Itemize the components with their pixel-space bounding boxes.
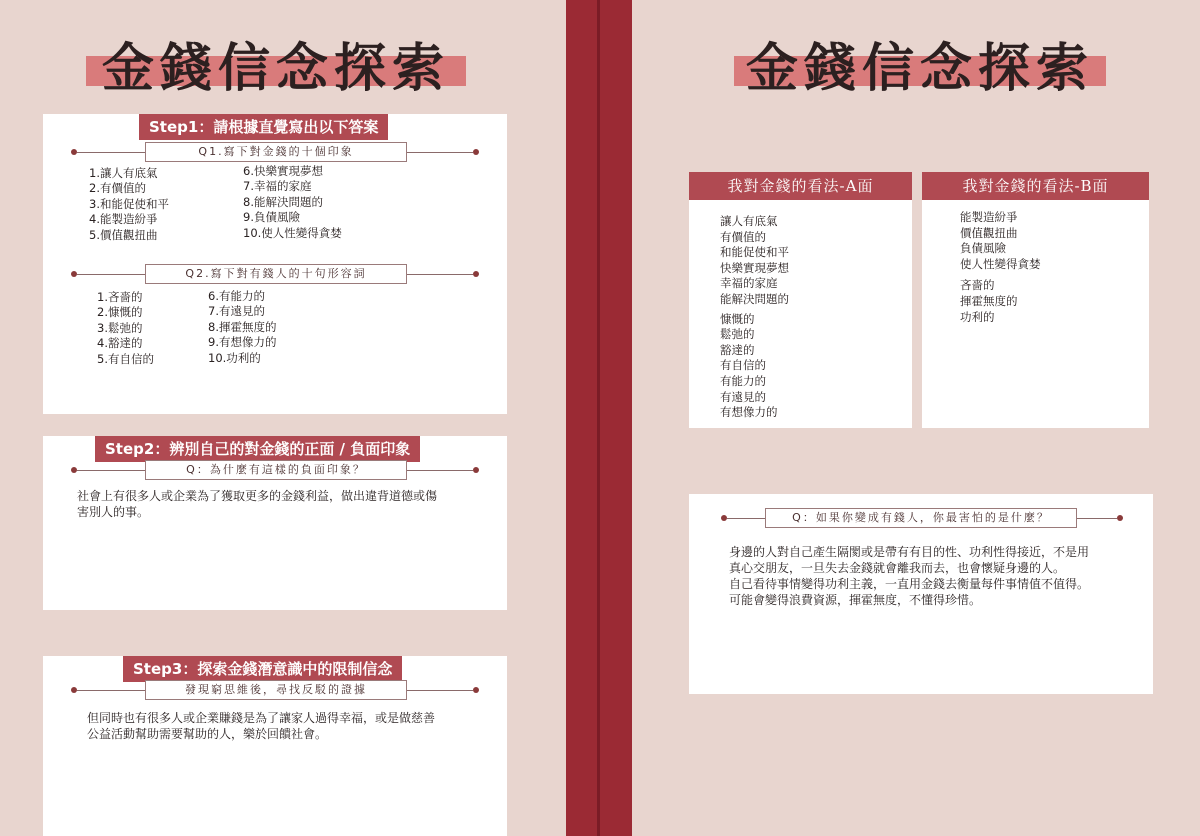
q1-list-col1 <box>89 166 169 243</box>
q1-question: Q1.寫下對金錢的十個印象 <box>145 142 407 162</box>
fear-card <box>689 494 1153 694</box>
list-item: 有想像力的 <box>720 405 778 420</box>
list-item: 有價值的 <box>720 229 766 244</box>
answer-line: 害別人的事。 <box>77 505 150 519</box>
list-item: 功利的 <box>960 309 995 324</box>
list-item: 10.使人性變得貪婪 <box>243 225 342 240</box>
list-item: 8.能解決問題的 <box>243 194 323 209</box>
step2-answer <box>77 488 437 520</box>
list-item: 10.功利的 <box>208 350 261 365</box>
list-item: 1.吝嗇的 <box>97 290 143 304</box>
column-b-heading: 我對金錢的看法-B面 <box>922 172 1149 200</box>
list-item: 4.豁達的 <box>97 336 143 351</box>
list-item: 5.有自信的 <box>97 351 154 366</box>
fear-divider <box>721 508 1123 528</box>
answer-line: 社會上有很多人或企業為了獲取更多的金錢利益，做出違背道德或傷 <box>77 489 438 503</box>
step3-answer <box>87 710 435 742</box>
list-item: 有自信的 <box>720 358 766 373</box>
answer-line: 自己看待事情變得功利主義，一直用金錢去衡量每件事情值不值得。 <box>729 577 1090 591</box>
list-item: 3.鬆弛的 <box>97 320 143 335</box>
column-a-card <box>689 172 912 428</box>
list-item: 鬆弛的 <box>720 327 755 342</box>
list-item: 有遠見的 <box>720 389 766 404</box>
step1-card <box>43 114 507 414</box>
list-item: 揮霍無度的 <box>960 293 1018 308</box>
step2-question: Q：為什麼有這樣的負面印象？ <box>145 460 407 480</box>
page-title: 金錢信念探索 <box>745 38 1094 99</box>
list-item: 1.讓人有底氣 <box>89 166 158 180</box>
list-item: 4.能製造紛爭 <box>89 212 158 227</box>
right-title-block <box>734 12 1106 99</box>
list-item: 7.幸福的家庭 <box>243 179 312 194</box>
step2-label: Step2：辨別自己的對金錢的正面 / 負面印象 <box>95 436 420 462</box>
fear-answer <box>729 544 1089 608</box>
list-item: 7.有遠見的 <box>208 304 265 319</box>
column-a-heading: 我對金錢的看法-A面 <box>689 172 912 200</box>
right-page <box>632 0 1200 836</box>
step1-label: Step1：請根據直覺寫出以下答案 <box>139 114 388 140</box>
list-item: 使人性變得貪婪 <box>960 256 1041 271</box>
list-item: 快樂實現夢想 <box>720 260 789 275</box>
list-item: 2.慷慨的 <box>97 305 143 320</box>
left-page <box>0 0 566 836</box>
list-item: 豁達的 <box>720 342 755 357</box>
answer-line: 可能會變得浪費資源，揮霍無度，不懂得珍惜。 <box>729 593 982 607</box>
spine-fold-line <box>597 0 600 836</box>
list-item: 5.價值觀扭曲 <box>89 227 158 242</box>
list-item: 3.和能促使和平 <box>89 196 169 211</box>
answer-line: 公益活動幫助需要幫助的人，樂於回饋社會。 <box>87 727 328 741</box>
list-item: 6.有能力的 <box>208 289 265 303</box>
list-item: 慷慨的 <box>720 311 755 326</box>
answer-line: 真心交朋友，一旦失去金錢就會離我而去，也會懷疑身邊的人。 <box>729 561 1066 575</box>
fear-question: Q：如果你變成有錢人，你最害怕的是什麼？ <box>765 508 1077 528</box>
page-title: 金錢信念探索 <box>101 38 450 99</box>
list-item: 能解決問題的 <box>720 291 789 306</box>
step3-card <box>43 656 507 836</box>
step2-divider <box>71 460 479 480</box>
answer-line: 但同時也有很多人或企業賺錢是為了讓家人過得幸福，或是做慈善 <box>87 711 436 725</box>
list-item: 9.負債風險 <box>243 210 300 225</box>
q2-list-col2 <box>208 289 276 366</box>
list-item: 幸福的家庭 <box>720 276 778 291</box>
list-item: 2.有價值的 <box>89 181 146 196</box>
q1-list-col2 <box>243 164 342 241</box>
list-item: 讓人有底氣 <box>720 214 778 228</box>
q2-list-col1 <box>97 290 154 367</box>
list-item: 9.有想像力的 <box>208 335 277 350</box>
step3-label: Step3：探索金錢潛意識中的限制信念 <box>123 656 402 682</box>
list-item: 有能力的 <box>720 373 766 388</box>
column-b-card <box>922 172 1149 428</box>
q2-question: Q2.寫下對有錢人的十句形容詞 <box>145 264 407 284</box>
step3-question: 發現窮思維後，尋找反駁的證據 <box>145 680 407 700</box>
column-a-list <box>720 214 789 421</box>
list-item: 6.快樂實現夢想 <box>243 164 323 178</box>
list-item: 價值觀扭曲 <box>960 225 1018 240</box>
q1-divider <box>71 142 479 162</box>
list-item: 能製造紛爭 <box>960 210 1018 224</box>
step3-divider <box>71 680 479 700</box>
left-title-block <box>86 12 466 99</box>
q2-divider <box>71 264 479 284</box>
step2-card <box>43 436 507 610</box>
list-item: 吝嗇的 <box>960 278 995 293</box>
answer-line: 身邊的人對自己產生隔閡或是帶有有目的性、功利性得接近，不是用 <box>729 545 1090 559</box>
list-item: 和能促使和平 <box>720 245 789 260</box>
column-b-list <box>960 210 1041 325</box>
list-item: 8.揮霍無度的 <box>208 319 277 334</box>
list-item: 負債風險 <box>960 241 1006 256</box>
